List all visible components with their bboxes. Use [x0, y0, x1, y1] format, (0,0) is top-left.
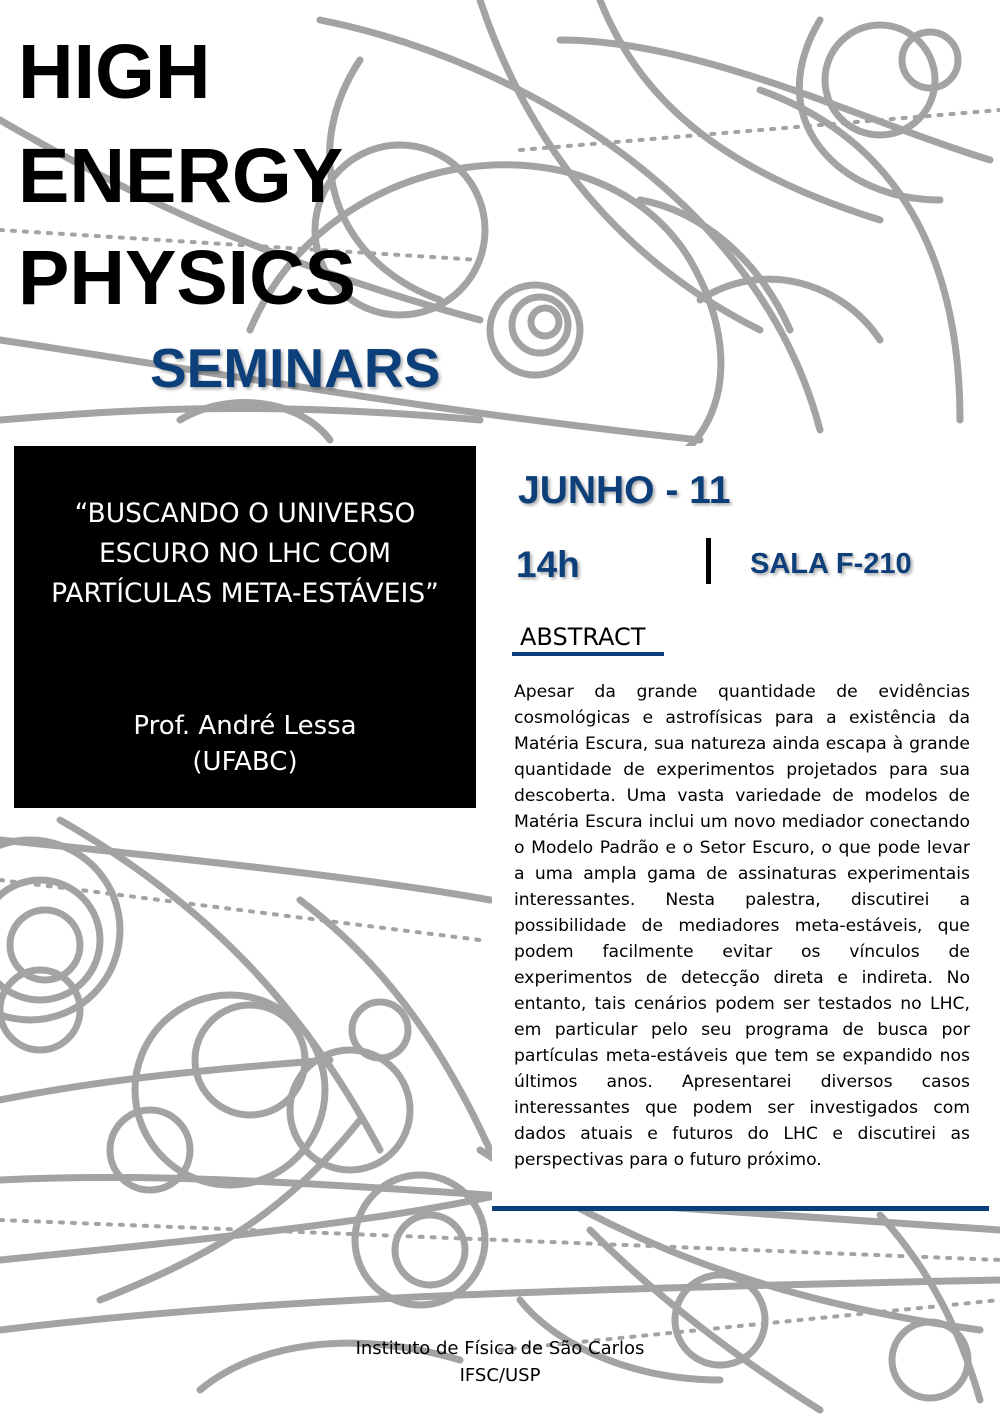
seminar-room: SALA F-210: [750, 548, 912, 580]
abstract-underline: [512, 652, 664, 656]
speaker-name: Prof. André Lessa: [133, 711, 357, 741]
seminars-subtitle: SEMINARS: [150, 337, 441, 399]
seminar-date: JUNHO - 11: [518, 469, 731, 512]
footer-short: IFSC/USP: [459, 1365, 541, 1386]
details-panel: [492, 446, 986, 1211]
footer-institute: Instituto de Física de São Carlos: [355, 1338, 645, 1359]
speaker-affiliation: (UFABC): [192, 747, 298, 777]
title-line-energy: ENERGY: [18, 133, 344, 219]
talk-info-box: [14, 446, 476, 808]
title-line-high: HIGH: [18, 29, 211, 115]
talk-title: “BUSCANDO O UNIVERSO ESCURO NO LHC COM PARTÍCULAS META-ESTÁVEIS”: [51, 498, 439, 609]
abstract-heading: ABSTRACT: [520, 623, 646, 651]
panel-bottom-rule: [492, 1206, 989, 1211]
seminar-time: 14h: [516, 544, 580, 585]
schedule-divider: [706, 538, 711, 584]
title-line-physics: PHYSICS: [18, 235, 357, 321]
abstract-text: Apesar da grande quantidade de evidências cosmológicas e astrofísicas para a existência da Matéria Escura, sua natureza ainda escapa à grande quantidade de experimentos projetados para sua descoberta. Uma vasta variedade de modelos de Matéria Escura inclui um novo mediador conectando o Modelo Padrão e o Setor Escuro, o que pode levar a uma ampla gama de assinaturas experimentais interessantes. Nesta palestra, discutirei a possibilidade de mediadores meta-estáveis, que podem facilmente evitar os vínculos de experimentos de detecção direta e indireta. No entanto, tais cenários podem ser testados no LHC, em particular pelo seu programa de busca por partículas meta-estáveis que tem se expandido nos últimos anos. Apresentarei diversos casos interessantes que podem ser investigados com dados atuais e futuros do LHC e discutirei as perspectivas para o futuro próximo.: [514, 682, 970, 1170]
